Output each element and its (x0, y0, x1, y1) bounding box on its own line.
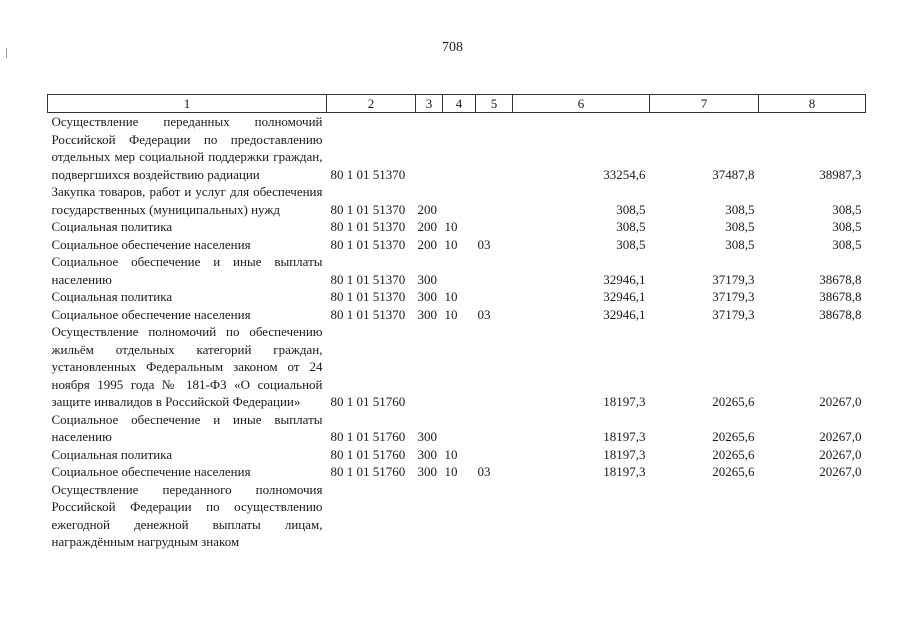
cell-target-code: 80 1 01 51370 (330, 271, 406, 287)
cell-subsection (476, 411, 513, 446)
cell-section (443, 183, 476, 218)
cell-amount-year-3: 38987,3 (819, 166, 862, 182)
cell-expense-type: 300 (417, 446, 437, 462)
cell-amount-year-2: 37179,3 (712, 306, 755, 322)
cell-section: 10 (444, 446, 458, 462)
cell-description: Социальная политика (51, 446, 173, 462)
cell-target-code: 80 1 01 51370 (330, 201, 406, 217)
cell-subsection: 03 (477, 306, 491, 322)
column-header-8: 8 (759, 95, 866, 113)
cell-amount-year-3: 20267,0 (819, 464, 862, 479)
cell-amount-year-2: 37179,3 (712, 289, 755, 304)
cell-subsection (476, 253, 513, 288)
cell-target-code: 80 1 01 51370 (330, 166, 406, 182)
table-row (48, 218, 866, 236)
cell-description: Социальное обеспечение и иные выплаты населению (51, 254, 323, 287)
cell-amount-year-1 (513, 481, 650, 551)
cell-amount-year-1: 18197,3 (603, 446, 646, 462)
cell-amount-year-1: 308,5 (616, 201, 646, 217)
cell-amount-year-2: 37179,3 (712, 271, 755, 287)
cell-description: Социальное обеспечение населения (51, 306, 251, 322)
cell-subsection (476, 323, 513, 411)
cell-description: Социальная политика (51, 219, 173, 234)
cell-amount-year-2: 308,5 (725, 236, 755, 252)
cell-amount-year-3 (759, 481, 866, 551)
cell-expense-type: 200 (417, 219, 437, 234)
cell-section (443, 253, 476, 288)
cell-amount-year-3: 20267,0 (819, 394, 862, 409)
cell-description: Социальное обеспечение населения (51, 464, 251, 479)
table-header-row (48, 95, 866, 113)
table-row (48, 446, 866, 464)
column-header-2: 2 (327, 95, 416, 113)
cell-section: 10 (444, 306, 458, 322)
cell-amount-year-2: 37487,8 (712, 166, 755, 182)
cell-expense-type: 200 (417, 236, 437, 252)
cell-expense-type: 300 (417, 271, 437, 287)
cell-target-code: 80 1 01 51370 (330, 306, 406, 322)
cell-amount-year-1: 308,5 (616, 219, 646, 234)
cell-subsection: 03 (477, 236, 491, 252)
cell-amount-year-3: 20267,0 (819, 429, 862, 444)
cell-section: 10 (444, 219, 458, 234)
cell-target-code: 80 1 01 51760 (330, 446, 406, 462)
cell-description: Социальная политика (51, 289, 173, 304)
cell-amount-year-3: 38678,8 (819, 306, 862, 322)
cell-description: Осуществление переданного полномочия Российской Федерации по осуществлению ежегодной денежной выплаты лицам, награждённым нагрудным знаком (51, 481, 323, 549)
page-number: 708 (442, 40, 463, 55)
cell-expense-type (416, 481, 443, 551)
cell-amount-year-3: 308,5 (832, 219, 862, 234)
cell-target-code: 80 1 01 51370 (330, 219, 406, 234)
cell-amount-year-2: 308,5 (725, 219, 755, 234)
cell-amount-year-1: 32946,1 (603, 271, 646, 287)
table-row (48, 113, 866, 184)
column-header-5: 5 (476, 95, 513, 113)
cell-subsection: 03 (477, 464, 491, 479)
cell-amount-year-2: 308,5 (725, 201, 755, 217)
cell-target-code (327, 481, 416, 551)
cell-description: Осуществление полномочий по обеспечению жильём отдельных категорий граждан, установленных Федеральным законом от 24 ноября 1995 года № 181-ФЗ «О социальной защите инвалидов в Российской Федерации» (51, 324, 323, 409)
cell-amount-year-2: 20265,6 (712, 394, 755, 409)
cell-target-code: 80 1 01 51760 (330, 429, 406, 444)
cell-expense-type (416, 323, 443, 411)
cell-section: 10 (444, 289, 458, 304)
column-header-1: 1 (48, 95, 327, 113)
table-row (48, 288, 866, 306)
cell-amount-year-2: 20265,6 (712, 429, 755, 444)
cell-expense-type: 300 (417, 289, 437, 304)
cell-amount-year-3: 308,5 (832, 236, 862, 252)
cell-amount-year-2 (650, 481, 759, 551)
cell-expense-type: 300 (417, 429, 437, 444)
cell-amount-year-1: 18197,3 (603, 429, 646, 444)
table-row (48, 463, 866, 481)
cell-subsection (476, 288, 513, 306)
cell-amount-year-3: 38678,8 (819, 289, 862, 304)
cell-amount-year-1: 18197,3 (603, 464, 646, 479)
cell-target-code: 80 1 01 51370 (330, 236, 406, 252)
cell-description: Осуществление переданных полномочий Российской Федерации по предоставлению отдельных мер социальной поддержки граждан, подвергшихся воздействию радиации (51, 114, 323, 182)
table-row (48, 306, 866, 324)
table-row (48, 323, 866, 411)
cell-description: Закупка товаров, работ и услуг для обеспечения государственных (муниципальных) нужд (51, 184, 323, 217)
cell-amount-year-1: 32946,1 (603, 289, 646, 304)
column-header-7: 7 (650, 95, 759, 113)
cell-expense-type: 300 (417, 464, 437, 479)
cell-amount-year-2: 20265,6 (712, 446, 755, 462)
table-row (48, 481, 866, 551)
cell-amount-year-3: 308,5 (832, 201, 862, 217)
cell-target-code: 80 1 01 51760 (330, 394, 406, 409)
cell-subsection (476, 446, 513, 464)
cell-description: Социальное обеспечение и иные выплаты населению (51, 411, 323, 444)
cell-amount-year-1: 18197,3 (603, 394, 646, 409)
cell-section (443, 323, 476, 411)
cell-section (443, 481, 476, 551)
cell-subsection (476, 183, 513, 218)
table-row (48, 253, 866, 288)
cell-amount-year-2: 20265,6 (712, 464, 755, 479)
column-header-6: 6 (513, 95, 650, 113)
cell-expense-type: 200 (417, 201, 437, 217)
cell-expense-type (416, 113, 443, 184)
table-row (48, 183, 866, 218)
cell-target-code: 80 1 01 51760 (330, 464, 406, 479)
cell-subsection (476, 481, 513, 551)
cell-amount-year-1: 308,5 (616, 236, 646, 252)
cell-expense-type: 300 (417, 306, 437, 322)
cell-amount-year-3: 20267,0 (819, 446, 862, 462)
budget-table (47, 94, 866, 551)
cell-amount-year-1: 33254,6 (603, 166, 646, 182)
cell-amount-year-3: 38678,8 (819, 271, 862, 287)
cell-section (443, 113, 476, 184)
table-body (48, 113, 866, 551)
column-header-3: 3 (416, 95, 443, 113)
table-row (48, 411, 866, 446)
cell-target-code: 80 1 01 51370 (330, 289, 406, 304)
cell-section: 10 (444, 236, 458, 252)
column-header-4: 4 (443, 95, 476, 113)
cell-section (443, 411, 476, 446)
cell-subsection (476, 218, 513, 236)
cell-section: 10 (444, 464, 458, 479)
table-row (48, 236, 866, 254)
cell-subsection (476, 113, 513, 184)
cell-description: Социальное обеспечение населения (51, 236, 251, 252)
cell-amount-year-1: 32946,1 (603, 306, 646, 322)
